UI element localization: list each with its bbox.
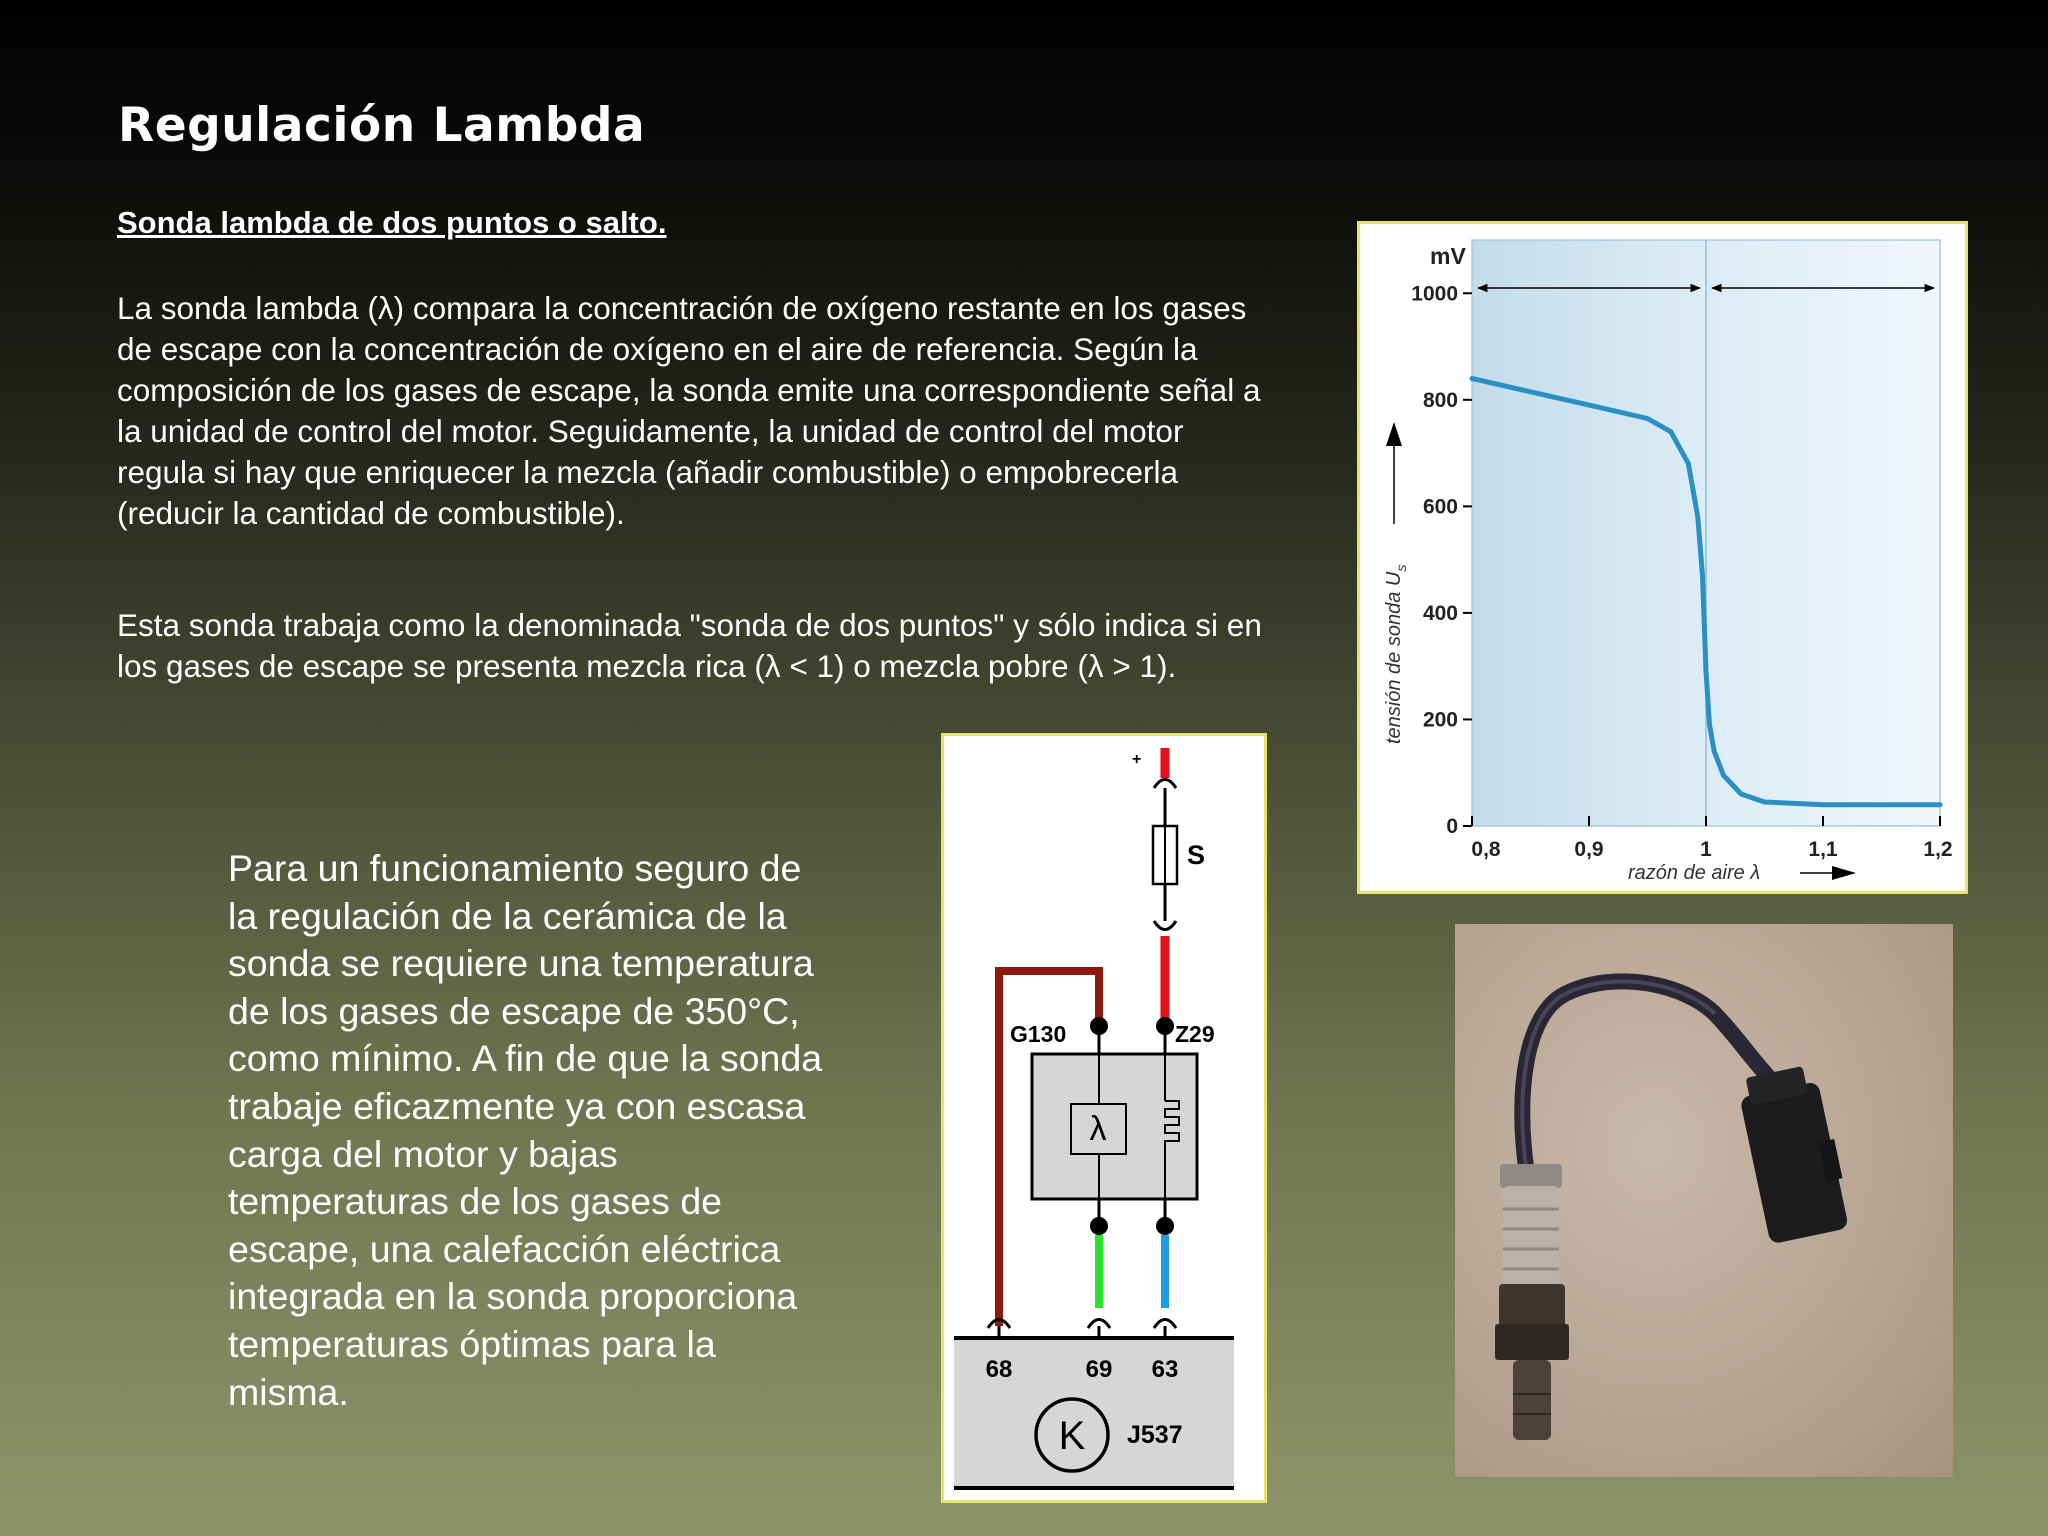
y-axis — [1411, 282, 1472, 838]
sensor-sleeve — [1503, 1186, 1559, 1286]
rich-region — [1472, 240, 1706, 826]
y-unit-label: mV — [1430, 243, 1466, 269]
lambda-sensor-photo — [1455, 924, 1953, 1477]
sensor-plug — [1736, 1063, 1853, 1245]
sensor-photo-svg — [1455, 924, 1953, 1477]
y-tick-label: 400 — [1422, 601, 1458, 625]
y-tick-label: 800 — [1422, 388, 1458, 412]
heater-coil — [1165, 1101, 1179, 1149]
pin-63-label: 63 — [1151, 1356, 1179, 1383]
y-arrow-head — [1386, 422, 1402, 446]
connector-top — [1154, 780, 1176, 789]
y-tick-label: 200 — [1422, 708, 1458, 732]
pin-68-label: 68 — [985, 1356, 1013, 1383]
fuse-label: S — [1187, 840, 1206, 870]
y-axis-title-text: tensión de sonda U — [1383, 571, 1405, 744]
y-tick-label: 600 — [1422, 495, 1458, 519]
lambda-chart — [1357, 221, 1968, 894]
y-tick-label: 0 — [1446, 815, 1458, 838]
circuit-svg — [944, 736, 1264, 1500]
lambda-symbol: λ — [1089, 1110, 1107, 1148]
y-axis-title-sub: s — [1393, 564, 1409, 572]
paragraph-1: La sonda lambda (λ) compara la concentración de oxígeno restante en los gases de escape con la concentración de oxígeno en el aire de referencia. Según la composición de los gases de escape, la sonda emite una correspondiente señal a la unidad de control del motor. Seguidamente, la unidad de control del motor regula si hay que enriquecer la mezcla (añadir combustible) o empobrecerla (reducir la cantidad de combustible). — [117, 290, 1261, 531]
pin-69-label: 69 — [1085, 1356, 1113, 1383]
slide-subtitle: Sonda lambda de dos puntos o salto. — [117, 205, 667, 240]
ecu-label: J537 — [1127, 1421, 1183, 1449]
junction-63 — [1156, 1217, 1174, 1235]
x-tick-label: 1,1 — [1808, 838, 1838, 861]
plus-label: + — [1132, 751, 1142, 768]
x-axis-title: razón de aire λ — [1628, 862, 1761, 884]
x-tick-label: 0,9 — [1574, 838, 1604, 861]
connector-mid — [1154, 921, 1176, 930]
lambda-chart-svg — [1360, 224, 1965, 891]
slide-title: Regulación Lambda — [118, 98, 646, 153]
y-axis-title — [1383, 565, 1409, 744]
x-tick-label: 0,8 — [1471, 838, 1501, 861]
heating-text: Para un funcionamiento seguro de la regulación de la cerámica de la sonda se requiere una temperatura de los gases de escape de 350°C, como mínimo. A fin de que la sonda trabaje eficazmente ya con escasa carga del motor y bajas temperaturas de los gases de escape, una calefacción eléctrica integrada en la sonda proporciona temperaturas óptimas para la misma. — [228, 847, 823, 1413]
lean-region — [1706, 240, 1940, 826]
svg-text:tensión de sonda Us — [1383, 565, 1409, 744]
sensor-hex-nut — [1495, 1324, 1569, 1360]
sensor-cable — [1522, 981, 1775, 1174]
y-tick-label: 1000 — [1411, 282, 1458, 306]
junction-69 — [1090, 1217, 1108, 1235]
circuit-diagram — [941, 733, 1267, 1503]
ecu-k-symbol: K — [1058, 1414, 1086, 1458]
paragraph-2: Esta sonda trabaja como la denominada "sonda de dos puntos" y sólo indica si en los gases de escape se presenta mezcla rica (λ < 1) o mezcla pobre (λ > 1). — [117, 607, 1262, 684]
sensor-sleeve-top — [1500, 1164, 1562, 1188]
sensor-tip — [1513, 1360, 1551, 1440]
x-tick-label: 1 — [1700, 838, 1712, 861]
heater-label: Z29 — [1175, 1021, 1215, 1047]
sensor-label: G130 — [1010, 1021, 1067, 1047]
x-arrow-head — [1832, 866, 1856, 880]
x-tick-label: 1,2 — [1923, 838, 1953, 861]
